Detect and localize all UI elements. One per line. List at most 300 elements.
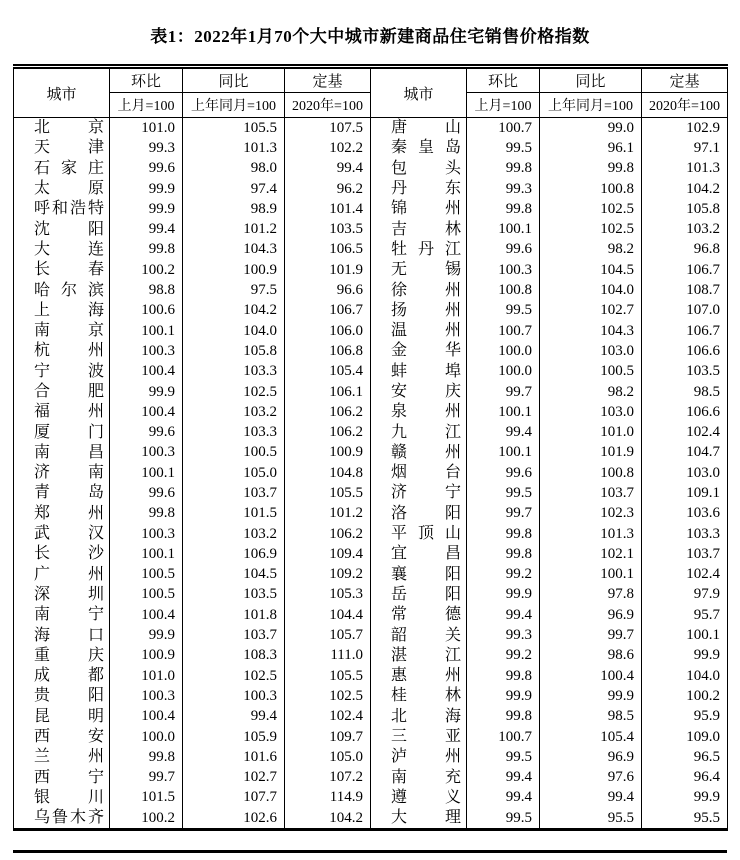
mom-value-left: 101.0 <box>110 118 183 139</box>
city-cell-left <box>14 646 110 666</box>
table-row <box>14 382 728 402</box>
header-city-right: 城市 <box>371 67 467 118</box>
mom-value-left: 100.6 <box>110 301 183 321</box>
yoy-value-right: 98.5 <box>540 707 642 727</box>
city-name: 徐州 <box>391 281 461 299</box>
fixed-value-left: 106.1 <box>285 382 371 402</box>
city-cell-left <box>14 138 110 158</box>
city-name: 天津 <box>34 139 104 157</box>
city-name: 韶关 <box>391 626 461 644</box>
yoy-value-right: 97.8 <box>540 585 642 605</box>
header-fixed-base-right: 2020年=100 <box>642 93 728 118</box>
city-cell-right <box>371 524 467 544</box>
yoy-value-right: 101.9 <box>540 443 642 463</box>
table-row <box>14 260 728 280</box>
yoy-value-right: 95.5 <box>540 808 642 830</box>
mom-value-right: 100.7 <box>467 118 540 139</box>
yoy-value-right: 99.7 <box>540 625 642 645</box>
yoy-value-left: 104.2 <box>183 301 285 321</box>
table-title: 表1：2022年1月70个大中城市新建商品住宅销售价格指数 <box>150 27 590 46</box>
city-cell-right <box>371 118 467 139</box>
mom-value-left: 99.9 <box>110 382 183 402</box>
yoy-value-left: 105.5 <box>183 118 285 139</box>
fixed-value-right: 100.1 <box>642 625 728 645</box>
fixed-value-left: 103.5 <box>285 219 371 239</box>
city-cell-right <box>371 646 467 666</box>
mom-value-left: 99.9 <box>110 179 183 199</box>
mom-value-right: 99.5 <box>467 747 540 767</box>
city-name: 安庆 <box>391 383 461 400</box>
city-name: 唐山 <box>391 119 461 137</box>
fixed-value-right: 109.1 <box>642 483 728 503</box>
city-name: 青岛 <box>34 484 104 502</box>
yoy-value-right: 96.1 <box>540 138 642 158</box>
table-row <box>14 504 728 524</box>
header-mom-left: 环比 <box>110 67 183 93</box>
yoy-value-left: 103.3 <box>183 422 285 442</box>
yoy-value-left: 105.9 <box>183 727 285 747</box>
mom-value-right: 99.8 <box>467 159 540 179</box>
city-cell-left <box>14 808 110 830</box>
header-mom-base-left: 上月=100 <box>110 93 183 118</box>
mom-value-right: 99.8 <box>467 199 540 219</box>
fixed-value-right: 101.3 <box>642 159 728 179</box>
table-row <box>14 159 728 179</box>
table-row <box>14 646 728 666</box>
mom-value-left: 100.4 <box>110 362 183 382</box>
table-row <box>14 199 728 219</box>
fixed-value-right: 102.9 <box>642 118 728 139</box>
city-name: 广州 <box>34 565 104 583</box>
city-name: 太原 <box>34 180 104 198</box>
table-row <box>14 768 728 788</box>
city-name: 桂林 <box>391 687 461 705</box>
mom-value-left: 100.2 <box>110 260 183 280</box>
yoy-value-left: 99.4 <box>183 707 285 727</box>
yoy-value-left: 101.5 <box>183 504 285 524</box>
mom-value-right: 99.4 <box>467 422 540 442</box>
mom-value-left: 99.4 <box>110 219 183 239</box>
fixed-value-right: 108.7 <box>642 280 728 300</box>
table-row <box>14 341 728 361</box>
city-name: 福州 <box>34 403 104 421</box>
header-mom-base-right: 上月=100 <box>467 93 540 118</box>
city-name: 牡丹江 <box>391 240 461 258</box>
yoy-value-right: 102.5 <box>540 199 642 219</box>
fixed-value-left: 106.2 <box>285 524 371 544</box>
header-fixed-left: 定基 <box>285 67 371 93</box>
mom-value-right: 100.0 <box>467 362 540 382</box>
city-cell-right <box>371 585 467 605</box>
fixed-value-left: 101.2 <box>285 504 371 524</box>
yoy-value-right: 103.0 <box>540 402 642 422</box>
table-row <box>14 179 728 199</box>
yoy-value-right: 100.8 <box>540 463 642 483</box>
yoy-value-left: 97.4 <box>183 179 285 199</box>
city-name: 南昌 <box>34 443 104 461</box>
fixed-value-left: 105.7 <box>285 625 371 645</box>
city-cell-left <box>14 341 110 361</box>
city-cell-right <box>371 159 467 179</box>
fixed-value-right: 103.3 <box>642 524 728 544</box>
table-row <box>14 565 728 585</box>
table-row <box>14 138 728 158</box>
fixed-value-left: 101.9 <box>285 260 371 280</box>
city-cell-left <box>14 301 110 321</box>
mom-value-right: 99.8 <box>467 666 540 686</box>
city-cell-left <box>14 260 110 280</box>
fixed-value-left: 109.4 <box>285 544 371 564</box>
city-cell-right <box>371 788 467 808</box>
city-cell-left <box>14 280 110 300</box>
mom-value-right: 100.1 <box>467 402 540 422</box>
city-cell-left <box>14 199 110 219</box>
yoy-value-right: 105.4 <box>540 727 642 747</box>
fixed-value-right: 103.2 <box>642 219 728 239</box>
fixed-value-left: 106.2 <box>285 402 371 422</box>
yoy-value-right: 100.5 <box>540 362 642 382</box>
fixed-value-left: 105.3 <box>285 585 371 605</box>
city-cell-right <box>371 768 467 788</box>
mom-value-right: 99.3 <box>467 179 540 199</box>
header-city-left: 城市 <box>14 67 110 118</box>
fixed-value-right: 106.6 <box>642 341 728 361</box>
mom-value-right: 99.5 <box>467 808 540 830</box>
mom-value-left: 100.4 <box>110 605 183 625</box>
table-row <box>14 402 728 422</box>
fixed-value-left: 96.6 <box>285 280 371 300</box>
city-cell-right <box>371 199 467 219</box>
table-row <box>14 118 728 139</box>
fixed-value-right: 95.9 <box>642 707 728 727</box>
yoy-value-left: 104.0 <box>183 321 285 341</box>
mom-value-left: 99.8 <box>110 504 183 524</box>
city-cell-left <box>14 402 110 422</box>
yoy-value-left: 103.2 <box>183 524 285 544</box>
mom-value-left: 100.9 <box>110 646 183 666</box>
city-cell-right <box>371 565 467 585</box>
mom-value-left: 100.1 <box>110 321 183 341</box>
mom-value-left: 99.7 <box>110 768 183 788</box>
fixed-value-left: 104.8 <box>285 463 371 483</box>
table-row <box>14 605 728 625</box>
yoy-value-left: 103.7 <box>183 625 285 645</box>
yoy-value-right: 99.9 <box>540 686 642 706</box>
city-name: 昆明 <box>34 707 104 725</box>
fixed-value-right: 102.4 <box>642 422 728 442</box>
mom-value-left: 100.3 <box>110 524 183 544</box>
city-cell-right <box>371 138 467 158</box>
city-name: 丹东 <box>391 180 461 198</box>
city-name: 成都 <box>34 667 104 685</box>
fixed-value-left: 106.0 <box>285 321 371 341</box>
yoy-value-right: 99.4 <box>540 788 642 808</box>
table-row <box>14 301 728 321</box>
yoy-value-left: 102.5 <box>183 382 285 402</box>
mom-value-right: 99.4 <box>467 788 540 808</box>
mom-value-right: 100.3 <box>467 260 540 280</box>
table-row <box>14 362 728 382</box>
city-name: 济宁 <box>391 484 461 502</box>
city-name: 西宁 <box>34 768 104 786</box>
fixed-value-left: 102.2 <box>285 138 371 158</box>
city-name: 无锡 <box>391 261 461 279</box>
fixed-value-right: 100.2 <box>642 686 728 706</box>
yoy-value-left: 103.5 <box>183 585 285 605</box>
mom-value-right: 100.7 <box>467 321 540 341</box>
city-cell-left <box>14 544 110 564</box>
yoy-value-right: 104.5 <box>540 260 642 280</box>
fixed-value-right: 97.9 <box>642 585 728 605</box>
city-cell-right <box>371 179 467 199</box>
city-name: 遵义 <box>391 788 461 806</box>
price-index-table <box>13 64 728 831</box>
city-cell-left <box>14 422 110 442</box>
city-name: 包头 <box>391 159 461 177</box>
city-name: 九江 <box>391 423 461 441</box>
mom-value-right: 99.5 <box>467 483 540 503</box>
city-cell-left <box>14 707 110 727</box>
city-name: 惠州 <box>391 667 461 685</box>
city-name: 襄阳 <box>391 565 461 583</box>
city-cell-right <box>371 280 467 300</box>
city-cell-left <box>14 605 110 625</box>
yoy-value-left: 103.7 <box>183 483 285 503</box>
table-row <box>14 483 728 503</box>
mom-value-right: 99.7 <box>467 382 540 402</box>
city-cell-right <box>371 362 467 382</box>
yoy-value-right: 100.8 <box>540 179 642 199</box>
yoy-value-left: 100.9 <box>183 260 285 280</box>
mom-value-right: 100.1 <box>467 219 540 239</box>
fixed-value-right: 106.6 <box>642 402 728 422</box>
mom-value-left: 100.5 <box>110 585 183 605</box>
city-cell-right <box>371 666 467 686</box>
mom-value-right: 99.3 <box>467 625 540 645</box>
city-cell-left <box>14 747 110 767</box>
city-cell-left <box>14 727 110 747</box>
city-cell-left <box>14 118 110 139</box>
city-name: 银川 <box>34 788 104 806</box>
city-cell-left <box>14 240 110 260</box>
yoy-value-right: 102.1 <box>540 544 642 564</box>
mom-value-right: 99.2 <box>467 646 540 666</box>
mom-value-left: 99.3 <box>110 138 183 158</box>
fixed-value-left: 106.2 <box>285 422 371 442</box>
city-name: 济南 <box>34 464 104 482</box>
mom-value-left: 99.9 <box>110 199 183 219</box>
city-name: 常德 <box>391 606 461 624</box>
city-cell-right <box>371 443 467 463</box>
yoy-value-left: 102.5 <box>183 666 285 686</box>
mom-value-right: 99.9 <box>467 585 540 605</box>
fixed-value-left: 104.4 <box>285 605 371 625</box>
table-row <box>14 524 728 544</box>
mom-value-right: 100.1 <box>467 443 540 463</box>
fixed-value-left: 99.4 <box>285 159 371 179</box>
mom-value-left: 100.3 <box>110 341 183 361</box>
fixed-value-left: 106.5 <box>285 240 371 260</box>
mom-value-right: 100.7 <box>467 727 540 747</box>
city-cell-left <box>14 524 110 544</box>
mom-value-left: 99.9 <box>110 625 183 645</box>
mom-value-left: 100.1 <box>110 544 183 564</box>
city-name: 泉州 <box>391 403 461 421</box>
fixed-value-right: 99.9 <box>642 646 728 666</box>
fixed-value-right: 98.5 <box>642 382 728 402</box>
yoy-value-right: 101.0 <box>540 422 642 442</box>
table-row <box>14 585 728 605</box>
city-name: 宁波 <box>34 362 104 380</box>
table-row <box>14 666 728 686</box>
table-row <box>14 727 728 747</box>
mom-value-right: 99.2 <box>467 565 540 585</box>
fixed-value-right: 99.9 <box>642 788 728 808</box>
yoy-value-left: 100.3 <box>183 686 285 706</box>
table-row <box>14 463 728 483</box>
table-row <box>14 686 728 706</box>
city-cell-right <box>371 686 467 706</box>
city-name: 呼和浩特 <box>34 200 104 218</box>
mom-value-left: 99.8 <box>110 747 183 767</box>
mom-value-left: 98.8 <box>110 280 183 300</box>
yoy-value-left: 103.2 <box>183 402 285 422</box>
city-name: 秦皇岛 <box>391 139 461 157</box>
mom-value-right: 100.8 <box>467 280 540 300</box>
mom-value-left: 100.4 <box>110 402 183 422</box>
yoy-value-left: 107.7 <box>183 788 285 808</box>
table-row <box>14 625 728 645</box>
header-mom-right: 环比 <box>467 67 540 93</box>
fixed-value-right: 104.2 <box>642 179 728 199</box>
yoy-value-right: 103.0 <box>540 341 642 361</box>
mom-value-left: 100.2 <box>110 808 183 830</box>
city-cell-right <box>371 707 467 727</box>
mom-value-left: 99.6 <box>110 483 183 503</box>
city-name: 重庆 <box>34 646 104 664</box>
city-cell-left <box>14 666 110 686</box>
mom-value-left: 100.0 <box>110 727 183 747</box>
fixed-value-right: 103.0 <box>642 463 728 483</box>
mom-value-left: 101.5 <box>110 788 183 808</box>
fixed-value-right: 105.8 <box>642 199 728 219</box>
city-cell-right <box>371 240 467 260</box>
city-cell-right <box>371 625 467 645</box>
city-name: 金华 <box>391 342 461 360</box>
city-name: 吉林 <box>391 220 461 238</box>
fixed-value-right: 104.7 <box>642 443 728 463</box>
city-name: 北京 <box>34 119 104 137</box>
table-body <box>14 118 728 830</box>
fixed-value-right: 109.0 <box>642 727 728 747</box>
fixed-value-left: 105.0 <box>285 747 371 767</box>
city-cell-left <box>14 179 110 199</box>
fixed-value-left: 107.2 <box>285 768 371 788</box>
city-name: 沈阳 <box>34 220 104 238</box>
fixed-value-left: 101.4 <box>285 199 371 219</box>
yoy-value-left: 101.3 <box>183 138 285 158</box>
table-header <box>14 67 728 118</box>
table-row <box>14 422 728 442</box>
yoy-value-left: 105.8 <box>183 341 285 361</box>
city-name: 杭州 <box>34 342 104 360</box>
yoy-value-left: 97.5 <box>183 280 285 300</box>
fixed-value-left: 109.7 <box>285 727 371 747</box>
yoy-value-left: 101.6 <box>183 747 285 767</box>
mom-value-left: 99.8 <box>110 240 183 260</box>
yoy-value-right: 102.3 <box>540 504 642 524</box>
fixed-value-right: 96.5 <box>642 747 728 767</box>
fixed-value-right: 106.7 <box>642 321 728 341</box>
mom-value-right: 99.5 <box>467 138 540 158</box>
mom-value-left: 100.4 <box>110 707 183 727</box>
yoy-value-right: 98.2 <box>540 240 642 260</box>
header-yoy-right: 同比 <box>540 67 642 93</box>
city-cell-left <box>14 362 110 382</box>
yoy-value-left: 98.9 <box>183 199 285 219</box>
city-cell-right <box>371 422 467 442</box>
city-cell-left <box>14 382 110 402</box>
city-cell-left <box>14 321 110 341</box>
city-cell-left <box>14 504 110 524</box>
fixed-value-left: 105.4 <box>285 362 371 382</box>
fixed-value-right: 106.7 <box>642 260 728 280</box>
mom-value-left: 100.3 <box>110 443 183 463</box>
city-name: 锦州 <box>391 200 461 218</box>
yoy-value-left: 102.6 <box>183 808 285 830</box>
yoy-value-right: 100.4 <box>540 666 642 686</box>
yoy-value-left: 105.0 <box>183 463 285 483</box>
fixed-value-right: 107.0 <box>642 301 728 321</box>
fixed-value-left: 106.7 <box>285 301 371 321</box>
fixed-value-left: 100.9 <box>285 443 371 463</box>
table-row <box>14 321 728 341</box>
city-name: 赣州 <box>391 443 461 461</box>
city-name: 宜昌 <box>391 545 461 563</box>
yoy-value-right: 103.7 <box>540 483 642 503</box>
city-name: 北海 <box>391 707 461 725</box>
yoy-value-left: 108.3 <box>183 646 285 666</box>
fixed-value-left: 105.5 <box>285 666 371 686</box>
city-name: 西安 <box>34 728 104 746</box>
yoy-value-left: 98.0 <box>183 159 285 179</box>
city-cell-left <box>14 219 110 239</box>
header-yoy-base-right: 上年同月=100 <box>540 93 642 118</box>
yoy-value-right: 104.3 <box>540 321 642 341</box>
city-cell-right <box>371 382 467 402</box>
mom-value-left: 100.1 <box>110 463 183 483</box>
table-row <box>14 443 728 463</box>
table-row <box>14 219 728 239</box>
city-name: 贵阳 <box>34 687 104 705</box>
yoy-value-left: 100.5 <box>183 443 285 463</box>
yoy-value-left: 102.7 <box>183 768 285 788</box>
mom-value-right: 99.6 <box>467 240 540 260</box>
city-cell-right <box>371 219 467 239</box>
mom-value-right: 100.0 <box>467 341 540 361</box>
mom-value-left: 99.6 <box>110 159 183 179</box>
city-name: 平顶山 <box>391 525 461 543</box>
fixed-value-right: 96.8 <box>642 240 728 260</box>
fixed-value-left: 102.5 <box>285 686 371 706</box>
mom-value-right: 99.4 <box>467 768 540 788</box>
city-cell-right <box>371 483 467 503</box>
city-name: 郑州 <box>34 504 104 522</box>
mom-value-left: 101.0 <box>110 666 183 686</box>
yoy-value-left: 103.3 <box>183 362 285 382</box>
city-name: 南充 <box>391 768 461 786</box>
fixed-value-right: 103.7 <box>642 544 728 564</box>
